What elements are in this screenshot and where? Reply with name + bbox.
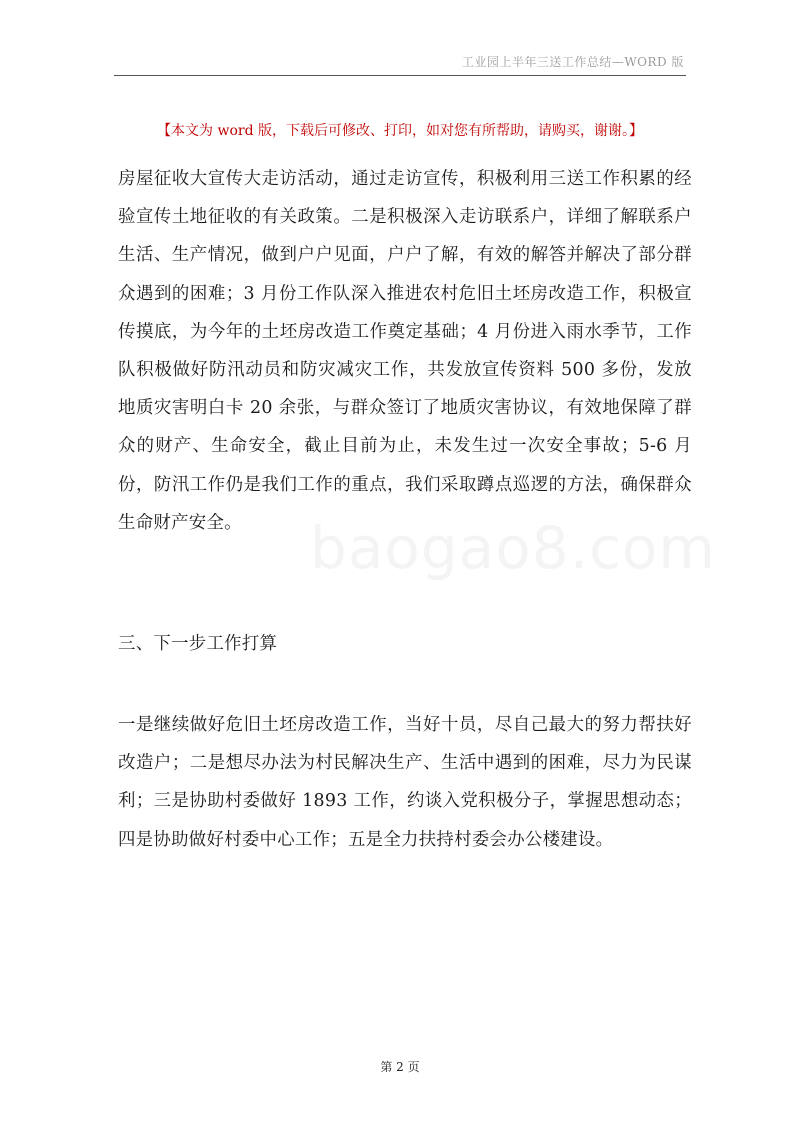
page-number: 第 2 页 <box>380 1060 420 1074</box>
header-divider <box>114 75 686 76</box>
body-paragraph-1: 房屋征收大宣传大走访活动，通过走访宣传，积极利用三送工作积累的经验宣传土地征收的有关政策。二是积极深入走访联系户，详细了解联系户生活、生产情况，做到户户见面，户户了解，有效的解答并解决了部分群众遇到的困难；3 月份工作队深入推进农村危旧土坯房改造工作，积极宣传摸底，为今年的土坯房改造工作奠定基础；4 月份进入雨水季节，工作队积极做好防汛动员和防灾减灾工作，共发放宣传资料 500 多份，发放地质灾害明白卡 20 余张，与群众签订了地质灾害协议，有效地保障了群众的财产、生命安全，截止目前为止，未发生过一次安全事故；5-6 月份，防汛工作仍是我们工作的重点，我们采取蹲点巡逻的方法，确保群众生命财产安全。 <box>118 169 692 533</box>
section-heading: 三、下一步工作打算 <box>118 634 278 654</box>
download-notice: 【本文为 word 版，下载后可修改、打印，如对您有所帮助，请购买，谢谢。】 <box>157 123 643 139</box>
body-paragraph-2: 一是继续做好危旧土坯房改造工作，当好十员，尽自己最大的努力帮扶好改造户；二是想尽办法为村民解决生产、生活中遇到的困难，尽力为民谋利；三是协助村委做好 1893 工作，约谈入党积极分子，掌握思想动态；四是协助做好村委中心工作；五是全力扶持村委会办公楼建设。 <box>118 715 692 850</box>
document-header-title: 工业园上半年三送工作总结—WORD 版 <box>461 55 684 69</box>
watermark: baogao8.com <box>310 514 716 582</box>
